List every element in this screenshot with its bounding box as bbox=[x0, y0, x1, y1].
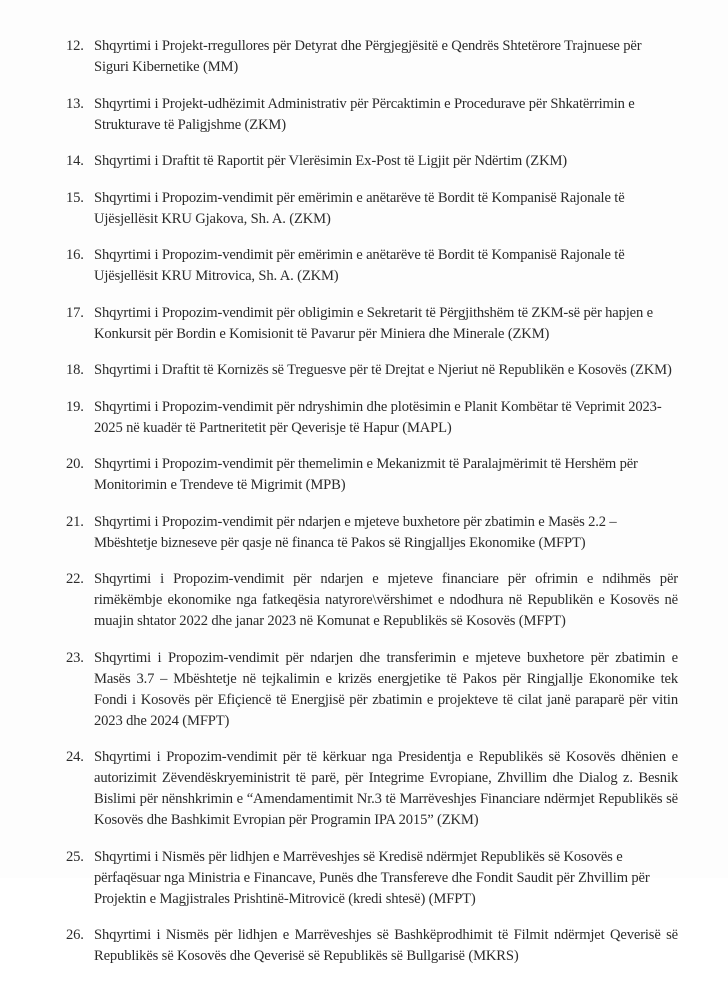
agenda-item-16 bbox=[66, 245, 678, 287]
agenda-item-12 bbox=[66, 36, 678, 78]
item-number: 26. bbox=[66, 927, 84, 943]
agenda-item-15 bbox=[66, 188, 678, 230]
item-number: 14. bbox=[66, 153, 84, 169]
item-number: 19. bbox=[66, 398, 84, 415]
item-number: 25. bbox=[66, 848, 84, 865]
agenda-item-18 bbox=[66, 360, 678, 381]
item-text: Shqyrtimi i Projekt-rregullores për Detyrat dhe Përgjegjësitë e Qendrës Shtetërore Trajnuese për Siguri Kibernetike (MM) bbox=[94, 38, 642, 75]
item-number: 17. bbox=[66, 304, 84, 321]
item-number: 21. bbox=[66, 513, 84, 530]
item-text: Shqyrtimi i Propozim-vendimit për themelimin e Mekanizmit të Paralajmërimit të Hershëm për Monitorimin e Trendeve të Migrimit (MPB) bbox=[94, 456, 638, 493]
item-number: 23. bbox=[66, 649, 84, 666]
item-number: 18. bbox=[66, 362, 84, 378]
item-text: Shqyrtimi i Draftit të Raportit për Vlerësimin Ex-Post të Ligjit për Ndërtim (ZKM) bbox=[94, 153, 567, 169]
agenda-item-26 bbox=[66, 925, 678, 967]
item-text: Shqyrtimi i Draftit të Kornizës së Treguesve për të Drejtat e Njeriut në Republikën e Kosovës (ZKM) bbox=[94, 362, 672, 378]
agenda-list bbox=[66, 36, 678, 983]
item-text: Shqyrtimi i Propozim-vendimit për emërimin e anëtarëve të Bordit të Kompanisë Rajonale të Ujësjellësit KRU Mitrovica, Sh. A. (ZKM) bbox=[94, 247, 625, 284]
item-number: 12. bbox=[66, 38, 84, 54]
agenda-item-25 bbox=[66, 847, 678, 910]
agenda-item-23 bbox=[66, 648, 678, 732]
item-number: 20. bbox=[66, 456, 84, 472]
item-text: Shqyrtimi i Propozim-vendimit për emërimin e anëtarëve të Bordit të Kompanisë Rajonale të Ujësjellësit KRU Gjakova, Sh. A. (ZKM) bbox=[94, 189, 625, 227]
agenda-item-20 bbox=[66, 454, 678, 496]
agenda-item-14 bbox=[66, 151, 678, 172]
agenda-item-19 bbox=[66, 397, 678, 439]
item-number: 13. bbox=[66, 95, 84, 112]
item-number: 24. bbox=[66, 749, 84, 765]
item-text: Shqyrtimi i Propozim-vendimit për ndryshimin dhe plotësimin e Planit Kombëtar të Veprimit 2023-2025 në kuadër të Partneritetit për Qeverisje të Hapur (MAPL) bbox=[94, 398, 662, 436]
agenda-item-22 bbox=[66, 569, 678, 632]
item-text: Shqyrtimi i Nismës për lidhjen e Marrëveshjes së Bashkëprodhimit të Filmit ndërmjet Qeverisë së Republikës së Kosovës dhe Qeverisë së Republikës së Bullgarisë (MKRS) bbox=[94, 927, 678, 964]
item-number: 22. bbox=[66, 571, 84, 587]
item-text: Shqyrtimi i Nismës për lidhjen e Marrëveshjes së Kredisë ndërmjet Republikës së Kosovës e përfaqësuar nga Ministria e Financave, Punës dhe Transfereve dhe Fondit Saudit për Zhvillim për Projektin e Magjistrales Prishtinë-Mitrovicë (kredi shtesë) (MFPT) bbox=[94, 848, 650, 907]
item-text: Shqyrtimi i Propozim-vendimit për ndarjen dhe transferimin e mjeteve buxhetore për zbatimin e Masës 3.7 – Mbështetje në tejkalimin e krizës energjetike të Pakos për Ringjallje Ekonomike tek Fondi i Kosovës për Efiçiencë të Energjisë për zbatimin e projekteve të cilat janë paraparë për vitin 2023 dhe 2024 (MFPT) bbox=[94, 649, 678, 729]
agenda-item-17 bbox=[66, 303, 678, 345]
agenda-item-13 bbox=[66, 94, 678, 136]
item-number: 16. bbox=[66, 247, 84, 263]
item-text: Shqyrtimi i Propozim-vendimit për obligimin e Sekretarit të Përgjithshëm të ZKM-së për hapjen e Konkursit për Bordin e Komisionit të Pavarur për Miniera dhe Minerale (ZKM) bbox=[94, 304, 653, 342]
item-text: Shqyrtimi i Projekt-udhëzimit Administrativ për Përcaktimin e Procedurave për Shkatërrimin e Strukturave të Paligjshme (ZKM) bbox=[94, 95, 635, 133]
item-text: Shqyrtimi i Propozim-vendimit për ndarjen e mjeteve buxhetore për zbatimin e Masës 2.2 – Mbështetje bizneseve për qasje në financa të Pakos së Ringjalljes Ekonomike (MFPT) bbox=[94, 513, 617, 551]
item-number: 15. bbox=[66, 189, 84, 206]
agenda-item-21 bbox=[66, 512, 678, 554]
agenda-item-24 bbox=[66, 747, 678, 831]
item-text: Shqyrtimi i Propozim-vendimit për të kërkuar nga Presidentja e Republikës së Kosovës dhënien e autorizimit Zëvendëskryeministrit të parë, për Integrime Evropiane, Zhvillim dhe Dialog z. Besnik Bislimi për nënshkrimin e “Amendamentimit Nr.3 të Marrëveshjes Financiare ndërmjet Republikës së Kosovës dhe Bashkimit Evropian për Programin IPA 2015” (ZKM) bbox=[94, 749, 678, 828]
item-text: Shqyrtimi i Propozim-vendimit për ndarjen e mjeteve financiare për ofrimin e ndihmës për rimëkëmbje ekonomike nga fatkeqësia natyrore\vërshimet e ndodhura në Republikën e Kosovës në muajin shtator 2022 dhe janar 2023 në Komunat e Republikës së Kosovës (MFPT) bbox=[94, 571, 678, 629]
